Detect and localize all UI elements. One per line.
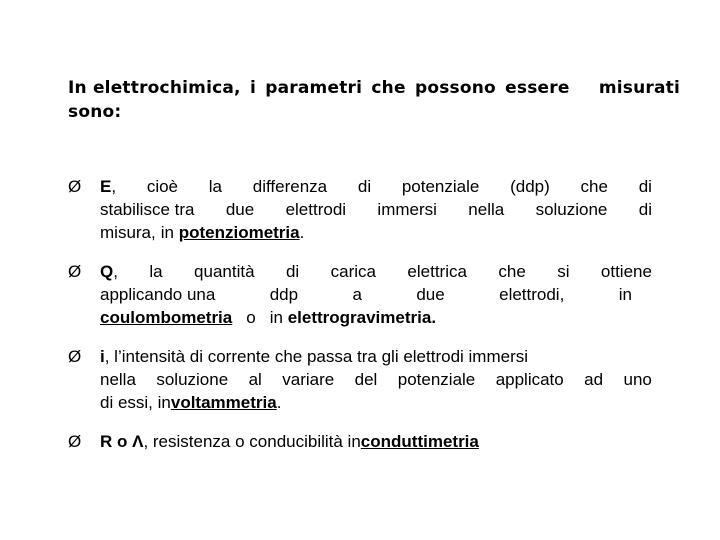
word: immersi: [377, 200, 437, 219]
word: in potenziometria.: [160, 223, 305, 242]
word: di essi, in: [100, 393, 171, 412]
arrow-bullet-icon: Ø: [68, 347, 82, 366]
bullet-line: [100, 391, 652, 414]
symbol-r-lambda: R o Λ: [100, 432, 144, 451]
bullet-line: [100, 198, 652, 221]
word: di: [638, 200, 652, 219]
word: soluzione: [535, 200, 608, 219]
word: , resistenza o conducibilità in: [143, 432, 361, 451]
bullet-body: [100, 345, 652, 414]
word: in elettrogravimetria.: [269, 308, 437, 327]
bullet-body: [100, 430, 652, 453]
word: potenziale: [397, 370, 476, 389]
bullet-line: [100, 430, 652, 453]
term-voltammetria: voltammetria: [170, 393, 277, 412]
word: al: [248, 370, 262, 389]
bullet-body: [100, 260, 652, 329]
bullet-line: [100, 175, 652, 198]
term-elettrogravimetria: elettrogravimetria: [287, 308, 432, 327]
symbol-i: i: [100, 347, 105, 366]
bullet-line: [100, 306, 652, 329]
word: applicato: [495, 370, 564, 389]
term-coulombometria: coulombometria: [100, 308, 233, 327]
word: differenza: [252, 177, 328, 196]
word: (ddp): [510, 177, 550, 196]
word: Q,: [100, 262, 118, 281]
symbol-q: Q: [100, 262, 114, 281]
word: ddp: [269, 285, 299, 304]
word: o: [246, 308, 256, 327]
word: in: [618, 285, 632, 304]
word: che: [580, 177, 608, 196]
word: nella: [100, 370, 136, 389]
word: elettrodi: [285, 200, 347, 219]
word: di: [285, 262, 300, 281]
word: a: [352, 285, 362, 304]
bullet-line: [100, 260, 652, 283]
arrow-bullet-icon: Ø: [68, 177, 82, 196]
arrow-bullet-icon: Ø: [68, 432, 82, 451]
intro-word: possono: [414, 78, 496, 98]
word: potenziale: [401, 177, 480, 196]
word: elettrica: [407, 262, 467, 281]
intro-line-1: [68, 76, 680, 100]
word: E,: [100, 177, 117, 196]
intro-word: In elettrochimica,: [68, 78, 241, 98]
word: del: [354, 370, 378, 389]
bullet-line: [100, 368, 652, 391]
word: che: [498, 262, 526, 281]
word: carica: [330, 262, 376, 281]
word: misura,: [100, 223, 156, 242]
word: ad: [584, 370, 604, 389]
word: ottiene: [600, 262, 652, 281]
bullet-line: [100, 345, 652, 368]
bullet-line: [100, 221, 652, 244]
word: applicando una: [100, 285, 216, 304]
intro-word: i: [249, 78, 256, 98]
term-conduttimetria: conduttimetria: [360, 432, 479, 451]
word: nella: [468, 200, 505, 219]
word: , l’intensità di corrente che passa tra gli elettrodi immersi: [104, 347, 529, 366]
bullet-line: [100, 283, 652, 306]
intro-line-2: sono:: [68, 102, 122, 122]
word: soluzione: [156, 370, 229, 389]
word: di: [357, 177, 372, 196]
word: elettrodi,: [499, 285, 565, 304]
intro-word: essere: [505, 78, 570, 98]
word: quantità: [194, 262, 255, 281]
bullet-body: [100, 175, 652, 244]
word: la: [149, 262, 163, 281]
word: due: [225, 200, 255, 219]
intro-word: che: [371, 78, 406, 98]
arrow-bullet-icon: Ø: [68, 262, 82, 281]
symbol-e: E: [100, 177, 112, 196]
intro-text: [68, 76, 680, 124]
word: cioè: [146, 177, 179, 196]
word: stabilisce tra: [100, 200, 195, 219]
word: uno: [623, 370, 652, 389]
word: la: [208, 177, 222, 196]
word: si: [557, 262, 570, 281]
intro-word: misurati: [598, 78, 680, 98]
term-potenziometria: potenziometria: [178, 223, 300, 242]
word: due: [416, 285, 445, 304]
intro-word: parametri: [265, 78, 363, 98]
word: variare: [282, 370, 335, 389]
word: .: [276, 393, 282, 412]
word: di: [638, 177, 652, 196]
